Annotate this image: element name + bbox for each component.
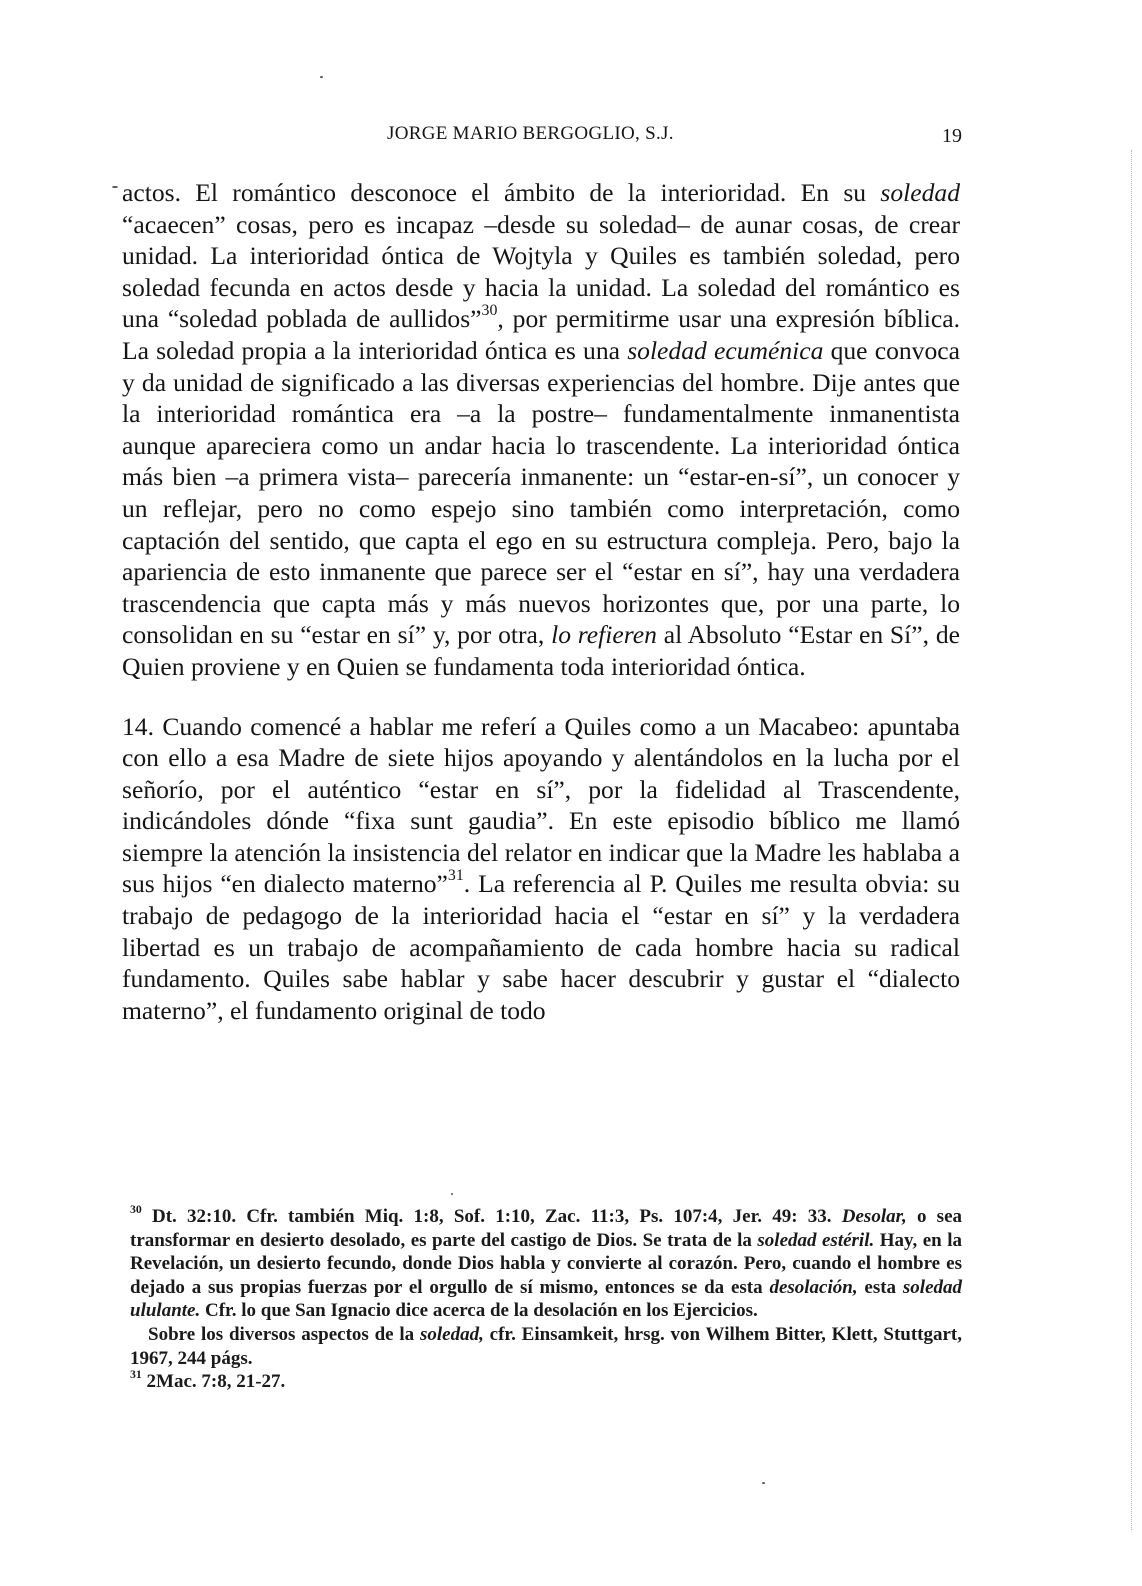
p1-text-5: al Absoluto “Estar en Sí”, de Quien proviene y en Quien se fundamenta toda interioridad óntica.	[122, 620, 960, 681]
scan-speck	[762, 1482, 765, 1484]
footnote-marker-30: 30	[130, 1203, 142, 1217]
footnote-marker-31: 31	[130, 1368, 142, 1382]
fn30-italic-3: desolación,	[769, 1276, 858, 1298]
p1-text-1: actos. El romántico desconoce el ámbito de la interioridad. En su	[122, 178, 881, 207]
fn30-text-5: Cfr. lo que San Ignacio dice acerca de la desolación en los Ejercicios.	[200, 1300, 758, 1322]
paragraph-1	[122, 177, 960, 683]
scan-speck	[451, 1193, 453, 1195]
running-head: JORGE MARIO BERGOGLIO, S.J.	[387, 123, 674, 144]
p1-text-2: “acaecen” cosas, pero es incapaz –desde su soledad– de aunar cosas, de crear unidad. La interioridad óntica de Wojtyla y Quiles es también soledad, pero soledad fecunda en actos desde y hacia la unidad. La soledad del romántico es una “soledad poblada de aullidos”	[122, 209, 960, 334]
body-text	[122, 177, 960, 1026]
fn30b-text-2: cfr. Einsamkeit, hrsg. von Wilhem Bitter, Klett, Stuttgart, 1967, 244 págs.	[130, 1323, 962, 1369]
footnote-ref-30[interactable]: 30	[481, 302, 498, 320]
page-number: 19	[942, 125, 962, 147]
paragraph-2	[122, 711, 960, 1027]
fn30-italic-4: soledad ululante.	[130, 1276, 962, 1322]
scan-speck	[320, 76, 323, 78]
p1-italic-1: soledad	[880, 178, 960, 207]
fn30-text-1: Dt. 32:10. Cfr. también Miq. 1:8, Sof. 1:10, Zac. 11:3, Ps. 107:4, Jer. 49: 33.	[141, 1206, 842, 1227]
fn30-text-4: esta	[857, 1276, 903, 1298]
fn30-italic-2: soledad estéril.	[757, 1229, 875, 1251]
scan-speck	[112, 186, 118, 188]
fn30b-italic-1: soledad,	[420, 1323, 484, 1345]
p1-text-4: que convoca y da unidad de significado a las diversas experiencias del hombre. Dije antes que la interioridad romántica era –a la postre– fundamentalmente inmanentista aunque apareciera como un andar hacia lo trascendente. La interioridad óntica más bien –a primera vista– parecería inmanente: un “estar-en-sí”, un conocer y un reflejar, pero no como espejo sino también como interpretación, como captación del sentido, que capta el ego en su estructura compleja. Pero, bajo la apariencia de esto inmanente que parece ser el “estar en sí”, hay una verdadera trascendencia que capta más y más nuevos horizontes que, por una parte, lo consolidan en su “estar en sí” y, por otra,	[122, 335, 960, 650]
p2-text-2: . La referencia al P. Quiles me resulta obvia: su trabajo de pedagogo de la interioridad hacia el “estar en sí” y la verdadera libertad es un trabajo de acompañamiento de cada hombre hacia su radical fundamento. Quiles sabe hablar y sabe hacer descubrir y gustar el “dialecto materno”, el fundamento original de todo	[122, 869, 960, 1025]
fn30b-text-1: Sobre los diversos aspectos de la	[148, 1323, 420, 1345]
p2-text-1: 14. Cuando comencé a hablar me referí a Quiles como a un Macabeo: apuntaba con ello a esa Madre de siete hijos apoyando y alentándolos en la lucha por el señorío, por el auténtico “estar en sí”, por la fidelidad al Trascendente, indicándoles dónde “fixa sunt gaudia”. En este episodio bíblico me llamó siempre la atención la insistencia del relator en indicar que la Madre les hablaba a sus hijos “en dialecto materno”	[122, 711, 960, 899]
fn30-text-3: Hay, en la Revelación, un desierto fecundo, donde Dios habla y convierte al corazón. Pero, cuando el hombre es dejado a sus propias fuerzas por el orgullo de sí mismo, entonces se da esta	[130, 1229, 962, 1298]
fn30-text-2: o sea transformar en desierto desolado, es parte del castigo de Dios. Se trata de la	[130, 1206, 963, 1251]
footnotes	[130, 1205, 962, 1394]
fn30-italic-1: Desolar,	[841, 1206, 907, 1227]
p1-italic-3: lo refieren	[551, 620, 657, 650]
footnote-31	[130, 1370, 962, 1394]
p1-italic-2: soledad ecuménica	[627, 335, 824, 365]
footnote-ref-31[interactable]: 31	[447, 867, 464, 885]
scan-edge-rule	[1131, 150, 1132, 1530]
footnote-30	[130, 1205, 962, 1323]
footnote-30-continued	[130, 1323, 962, 1370]
p1-text-3: , por permitirme usar una expresión bíblica. La soledad propia a la interioridad óntica es una	[122, 304, 960, 365]
page-header	[122, 120, 962, 160]
fn31-text-1: 2Mac. 7:8, 21-27.	[141, 1371, 286, 1393]
